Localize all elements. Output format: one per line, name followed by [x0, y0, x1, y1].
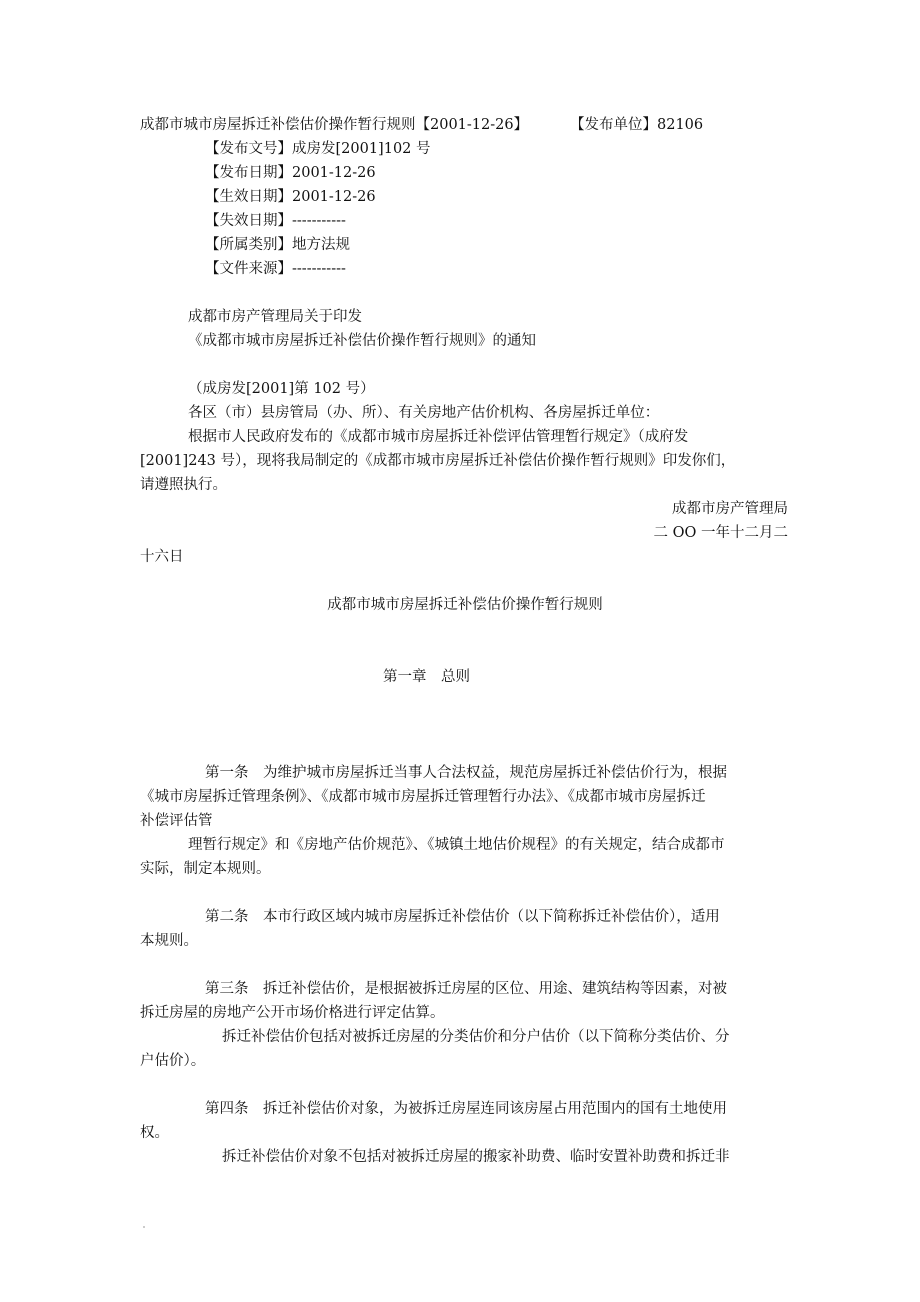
category-field: 【所属类别】地方法规	[205, 237, 350, 253]
article-1-line2: 《城市房屋拆迁管理条例》、《成都市城市房屋拆迁管理暂行办法》、《成都市城市房屋拆迁	[140, 789, 706, 805]
notice-title-line1: 成都市房产管理局关于印发	[188, 309, 362, 325]
article-4-line1: 第四条 拆迁补偿估价对象，为被拆迁房屋连同该房屋占用范围内的国有土地使用	[205, 1101, 727, 1117]
publish-date-field: 【发布日期】2001-12-26	[205, 165, 376, 181]
article-3-line3: 拆迁补偿估价包括对被拆迁房屋的分类估价和分户估价（以下简称分类估价、分	[222, 1029, 730, 1045]
effective-date-field: 【生效日期】2001-12-26	[205, 189, 376, 205]
publisher-field: 【发布单位】82106	[570, 117, 704, 133]
article-3-line2: 拆迁房屋的房地产公开市场价格进行评定估算。	[140, 1005, 445, 1021]
notice-signer: 成都市房产管理局	[672, 501, 788, 517]
notice-body-line1: 根据市人民政府发布的《成都市城市房屋拆迁补偿评估管理暂行规定》（成府发	[188, 429, 689, 445]
chapter-heading: 第一章 总则	[383, 669, 470, 685]
notice-reference: （成房发[2001]第 102 号）	[188, 381, 375, 397]
article-2-line2: 本规则。	[140, 933, 198, 949]
notice-body-line2: [2001]243 号），现将我局制定的《成都市城市房屋拆迁补偿估价操作暂行规则》印发你们，	[140, 453, 736, 469]
notice-date-line1: 二 OO 一年十二月二	[653, 525, 788, 541]
article-1-line1: 第一条 为维护城市房屋拆迁当事人合法权益，规范房屋拆迁补偿估价行为，根据	[205, 765, 727, 781]
article-4-line2: 权。	[140, 1125, 169, 1141]
article-1-line4: 理暂行规定》和《房地产估价规范》、《城镇土地估价规程》的有关规定，结合成都市	[188, 837, 725, 853]
notice-addressee: 各区（市）县房管局（办、所）、有关房地产估价机构、各房屋拆迁单位：	[188, 405, 660, 421]
doc-number-field: 【发布文号】成房发[2001]102 号	[205, 141, 431, 157]
source-field: 【文件来源】-----------	[205, 261, 346, 277]
notice-title-line2: 《成都市城市房屋拆迁补偿估价操作暂行规则》的通知	[188, 333, 536, 349]
article-4-line3: 拆迁补偿估价对象不包括对被拆迁房屋的搬家补助费、临时安置补助费和拆迁非	[222, 1149, 730, 1165]
article-2-line1: 第二条 本市行政区域内城市房屋拆迁补偿估价（以下简称拆迁补偿估价），适用	[205, 909, 720, 925]
expiry-date-field: 【失效日期】-----------	[205, 213, 346, 229]
page-speck	[143, 1226, 145, 1228]
document-title-line: 成都市城市房屋拆迁补偿估价操作暂行规则【2001-12-26】	[140, 117, 529, 133]
article-1-line3: 补偿评估管	[140, 813, 213, 829]
notice-date-line2: 十六日	[140, 549, 184, 565]
article-3-line1: 第三条 拆迁补偿估价，是根据被拆迁房屋的区位、用途、建筑结构等因素，对被	[205, 981, 727, 997]
notice-body-line3: 请遵照执行。	[140, 477, 227, 493]
article-1-line5: 实际，制定本规则。	[140, 861, 271, 877]
rules-title: 成都市城市房屋拆迁补偿估价操作暂行规则	[327, 597, 603, 613]
article-3-line4: 户估价）。	[140, 1053, 206, 1069]
